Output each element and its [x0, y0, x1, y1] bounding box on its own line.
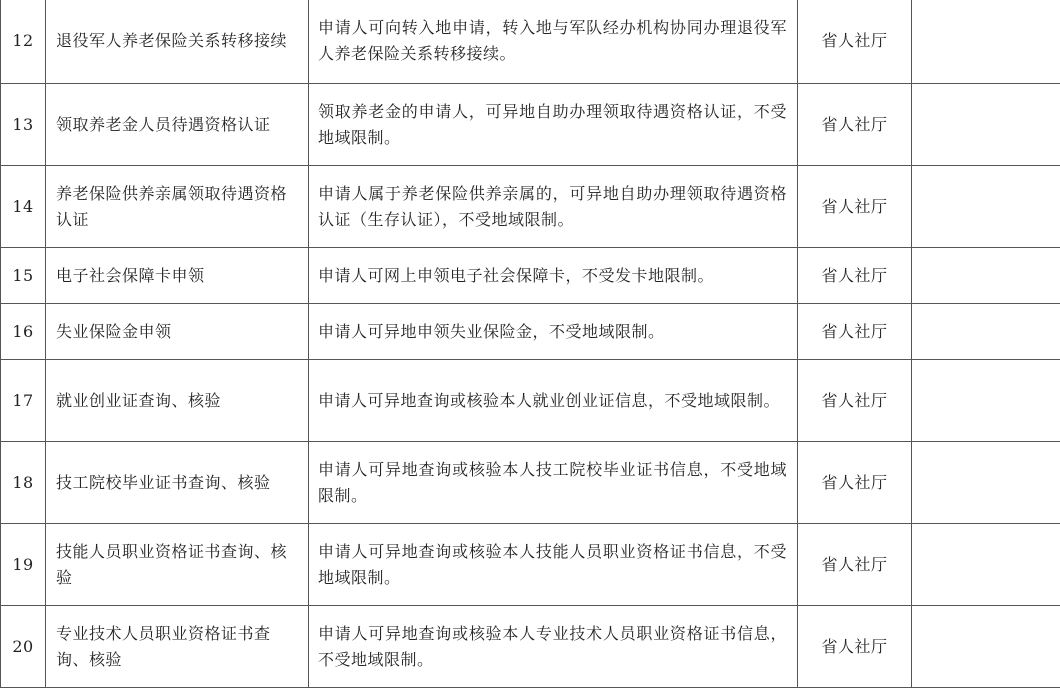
responsible-department: 省人社厅: [798, 606, 912, 688]
table-row: [1, 304, 1060, 360]
remarks-cell: [912, 524, 1060, 606]
item-name: 退役军人养老保险关系转移接续: [46, 0, 309, 84]
item-name: 失业保险金申领: [46, 304, 309, 360]
item-name: 专业技术人员职业资格证书查询、核验: [46, 606, 309, 688]
item-name: 养老保险供养亲属领取待遇资格认证: [46, 166, 309, 248]
table-row: [1, 248, 1060, 304]
responsible-department: 省人社厅: [798, 524, 912, 606]
item-description: 申请人属于养老保险供养亲属的，可异地自助办理领取待遇资格认证（生存认证），不受地域限制。: [309, 166, 798, 248]
row-number: 12: [1, 0, 46, 84]
remarks-cell: [912, 442, 1060, 524]
remarks-cell: [912, 166, 1060, 248]
table-row: [1, 360, 1060, 442]
item-description: 申请人可异地查询或核验本人专业技术人员职业资格证书信息，不受地域限制。: [309, 606, 798, 688]
remarks-cell: [912, 304, 1060, 360]
item-description: 申请人可异地申领失业保险金，不受地域限制。: [309, 304, 798, 360]
row-number: 16: [1, 304, 46, 360]
table-row: [1, 442, 1060, 524]
item-description: 申请人可异地查询或核验本人技能人员职业资格证书信息，不受地域限制。: [309, 524, 798, 606]
item-description: 申请人可异地查询或核验本人技工院校毕业证书信息，不受地域限制。: [309, 442, 798, 524]
table-row: [1, 606, 1060, 688]
row-number: 19: [1, 524, 46, 606]
table-row: [1, 166, 1060, 248]
item-description: 领取养老金的申请人，可异地自助办理领取待遇资格认证，不受地域限制。: [309, 84, 798, 166]
responsible-department: 省人社厅: [798, 84, 912, 166]
table-row: [1, 84, 1060, 166]
responsible-department: 省人社厅: [798, 248, 912, 304]
remarks-cell: [912, 606, 1060, 688]
item-name: 就业创业证查询、核验: [46, 360, 309, 442]
item-name: 领取养老金人员待遇资格认证: [46, 84, 309, 166]
item-description: 申请人可网上申领电子社会保障卡，不受发卡地限制。: [309, 248, 798, 304]
row-number: 17: [1, 360, 46, 442]
responsible-department: 省人社厅: [798, 360, 912, 442]
remarks-cell: [912, 248, 1060, 304]
item-name: 电子社会保障卡申领: [46, 248, 309, 304]
item-name: 技能人员职业资格证书查询、核验: [46, 524, 309, 606]
responsible-department: 省人社厅: [798, 442, 912, 524]
item-description: 申请人可异地查询或核验本人就业创业证信息，不受地域限制。: [309, 360, 798, 442]
responsible-department: 省人社厅: [798, 166, 912, 248]
remarks-cell: [912, 360, 1060, 442]
row-number: 15: [1, 248, 46, 304]
row-number: 18: [1, 442, 46, 524]
row-number: 14: [1, 166, 46, 248]
item-name: 技工院校毕业证书查询、核验: [46, 442, 309, 524]
table-row: [1, 524, 1060, 606]
row-number: 20: [1, 606, 46, 688]
remarks-cell: [912, 0, 1060, 84]
responsible-department: 省人社厅: [798, 0, 912, 84]
remarks-cell: [912, 84, 1060, 166]
table-row: [1, 0, 1060, 84]
row-number: 13: [1, 84, 46, 166]
item-description: 申请人可向转入地申请，转入地与军队经办机构协同办理退役军人养老保险关系转移接续。: [309, 0, 798, 84]
responsible-department: 省人社厅: [798, 304, 912, 360]
